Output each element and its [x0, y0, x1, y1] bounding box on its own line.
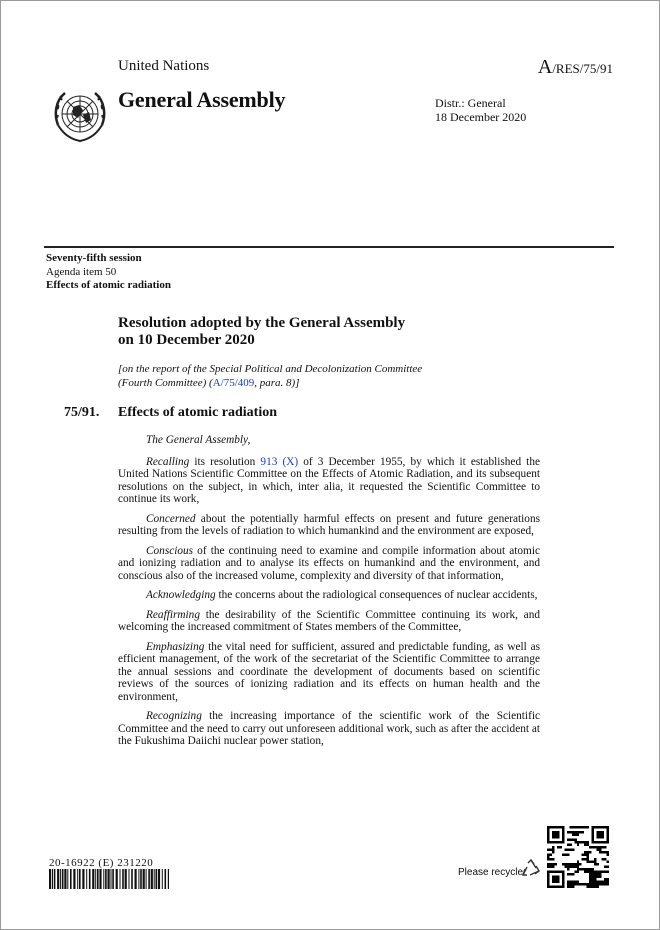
- qr-module: [602, 858, 604, 860]
- qr-module: [564, 866, 566, 868]
- qr-module: [577, 843, 579, 845]
- qr-module: [592, 886, 594, 888]
- qr-module: [574, 863, 576, 865]
- qr-module: [547, 863, 549, 865]
- qr-module: [572, 873, 574, 875]
- resolution-number: 75/91.: [64, 405, 100, 420]
- qr-module: [567, 838, 569, 840]
- qr-module: [547, 856, 549, 858]
- document-symbol: [538, 56, 613, 79]
- qr-module: [549, 866, 551, 868]
- barcode-bar: [57, 869, 59, 889]
- qr-module: [569, 881, 571, 883]
- barcode-bar: [99, 869, 101, 889]
- barcode-bar: [112, 869, 114, 889]
- paragraph-text: of the continuing need to examine and compile information about atomic and ionizing radiation and to analyse its effects on humankind and the environment, and conscious also of the increased volume, complexity and diversity of that information,: [118, 544, 540, 582]
- symbol-letter: A: [537, 56, 553, 78]
- qr-module: [587, 871, 589, 873]
- issue-date: 18 December 2020: [435, 110, 527, 124]
- qr-module: [567, 848, 569, 850]
- barcode-bar: [54, 869, 56, 889]
- qr-module: [567, 853, 569, 855]
- qr-module: [599, 848, 601, 850]
- barcode-bar: [143, 869, 145, 889]
- qr-module: [577, 883, 579, 885]
- qr-module: [592, 873, 594, 875]
- qr-module: [582, 853, 584, 855]
- qr-module: [597, 846, 599, 848]
- qr-module: [589, 876, 591, 878]
- barcode-bar: [70, 869, 72, 889]
- resolution-body: [118, 434, 540, 755]
- qr-module: [594, 863, 596, 865]
- qr-module: [572, 831, 574, 833]
- qr-module: [579, 831, 581, 833]
- un-emblem-icon: [49, 85, 111, 147]
- paragraph-text: the vital need for sufficient, assured and predictable funding, as well as efficient management, of the work of the secretariat of the Scientific Committee to arrange the annual sessions and coordinate the development of documents based on scientific reviews of the sources of ionizing radiation and its effects on human health and the environment,: [118, 640, 540, 703]
- qr-module: [549, 858, 551, 860]
- qr-module: [607, 866, 609, 868]
- qr-module: [594, 861, 596, 863]
- qr-module: [547, 853, 549, 855]
- barcode-bar: [64, 869, 66, 889]
- qr-module: [592, 876, 594, 878]
- barcode-bar: [105, 869, 107, 889]
- qr-module: [602, 871, 604, 873]
- paragraph-emphasizing: [118, 641, 540, 704]
- qr-module: [599, 883, 601, 885]
- paragraph-text: the increasing importance of the scientific work of the Scientific Committee and the need to carry out unforeseen additional work, such as after the accident at the Fukushima Daiichi nuclear power station,: [118, 710, 540, 747]
- qr-module: [597, 876, 599, 878]
- qr-module: [587, 853, 589, 855]
- barcode-bar: [62, 869, 64, 889]
- paragraph-text: the desirability of the Scientific Committee continuing its work, and welcoming the increased commitment of States members of the Committee,: [118, 608, 540, 633]
- qr-module: [569, 831, 571, 833]
- qr-module: [582, 883, 584, 885]
- qr-module: [569, 848, 571, 850]
- paragraph-reaffirming: [118, 609, 540, 634]
- resolution-title-line2: on 10 December 2020: [118, 332, 255, 348]
- qr-module: [559, 846, 561, 848]
- qr-module: [574, 833, 576, 835]
- lead-word: Acknowledging: [146, 589, 216, 601]
- barcode-bar: [120, 869, 121, 889]
- barcode-bar: [67, 869, 68, 889]
- qr-module: [594, 883, 596, 885]
- qr-module: [572, 886, 574, 888]
- qr-module: [594, 858, 596, 860]
- qr-module: [599, 881, 601, 883]
- lead-word: Recognizing: [146, 710, 202, 722]
- qr-module: [562, 863, 564, 865]
- qr-module: [574, 883, 576, 885]
- qr-module: [594, 886, 596, 888]
- header-rule: [44, 246, 614, 248]
- qr-module: [604, 871, 606, 873]
- qr-module: [577, 881, 579, 883]
- report-line1: [on the report of the Special Political and Decolonization Committee: [118, 363, 423, 375]
- qr-module: [549, 863, 551, 865]
- qr-module: [592, 883, 594, 885]
- qr-module: [584, 868, 586, 870]
- resolution-heading: Effects of atomic radiation: [118, 405, 278, 420]
- qr-module: [552, 831, 559, 838]
- resolution-link[interactable]: 913 (X): [260, 455, 299, 468]
- qr-module: [552, 866, 554, 868]
- barcode-bar: [60, 869, 61, 889]
- qr-module: [572, 866, 574, 868]
- qr-module: [599, 871, 601, 873]
- barcode-bar: [151, 869, 153, 889]
- qr-module: [589, 886, 591, 888]
- qr-module: [589, 851, 591, 853]
- document-job-number: 20-16922 (E) 231220: [49, 857, 154, 869]
- qr-module: [589, 878, 591, 880]
- barcode-bar: [86, 869, 87, 889]
- qr-module: [587, 858, 589, 860]
- qr-module: [592, 871, 594, 873]
- qr-module: [584, 843, 586, 845]
- barcode-bar: [116, 869, 118, 889]
- qr-module: [572, 826, 574, 828]
- qr-module: [587, 861, 589, 863]
- qr-module: [549, 853, 551, 855]
- qr-module: [597, 881, 599, 883]
- qr-module: [597, 848, 599, 850]
- barcode-bar: [73, 869, 75, 889]
- barcode-bar: [146, 869, 147, 889]
- qr-module: [599, 851, 601, 853]
- distribution-block: [435, 96, 526, 124]
- qr-module: [589, 861, 591, 863]
- qr-module: [584, 871, 586, 873]
- qr-module: [597, 886, 599, 888]
- lead-word: Recalling: [146, 455, 190, 468]
- qr-module: [564, 863, 566, 865]
- qr-module: [577, 841, 579, 843]
- qr-module: [567, 881, 569, 883]
- qr-module: [557, 846, 559, 848]
- resolution-title: [118, 315, 405, 349]
- qr-module: [574, 831, 576, 833]
- qr-module: [589, 873, 591, 875]
- qr-module: [552, 863, 554, 865]
- barcode-bar: [168, 869, 169, 889]
- qr-module: [577, 831, 579, 833]
- qr-module: [579, 883, 581, 885]
- symbol-number: /RES/75/91: [552, 61, 613, 76]
- qr-module: [554, 863, 556, 865]
- qr-module: [602, 881, 604, 883]
- qr-module: [607, 871, 609, 873]
- qr-module: [579, 841, 581, 843]
- qr-module: [569, 873, 571, 875]
- barcode-bar: [129, 869, 130, 889]
- qr-module: [597, 831, 604, 838]
- qr-module: [589, 883, 591, 885]
- qr-module: [604, 846, 606, 848]
- paragraph-text: the concerns about the radiological consequences of nuclear accidents,: [215, 589, 538, 601]
- qr-module: [552, 851, 554, 853]
- qr-module: [597, 883, 599, 885]
- qr-module: [577, 833, 579, 835]
- qr-module: [604, 881, 606, 883]
- barcode-bar: [165, 869, 167, 889]
- qr-module: [572, 838, 574, 840]
- distribution: Distr.: General: [435, 96, 506, 110]
- agenda-item: Agenda item 50: [46, 265, 117, 278]
- qr-module: [597, 871, 599, 873]
- qr-module: [592, 846, 594, 848]
- qr-module: [552, 848, 554, 850]
- qr-module: [582, 868, 584, 870]
- barcode-bar: [49, 869, 51, 889]
- qr-module: [587, 868, 589, 870]
- lead-word: Concerned: [146, 512, 196, 525]
- qr-module: [574, 838, 576, 840]
- qr-module: [547, 866, 549, 868]
- paragraph-conscious: [118, 545, 540, 583]
- qr-module: [587, 826, 589, 828]
- barcode-bar: [92, 869, 94, 889]
- barcode-icon: [49, 869, 169, 889]
- qr-module: [607, 878, 609, 880]
- report-line2: [118, 377, 422, 391]
- paragraph-acknowledging: [118, 589, 540, 602]
- qr-module: [579, 826, 581, 828]
- qr-module: [569, 866, 571, 868]
- qr-module: [584, 841, 586, 843]
- qr-module: [569, 826, 571, 828]
- body-name: General Assembly: [118, 87, 286, 112]
- qr-module: [597, 863, 599, 865]
- qr-module: [569, 863, 571, 865]
- barcode-bar: [89, 869, 91, 889]
- barcode-bar: [103, 869, 104, 889]
- qr-module: [577, 861, 579, 863]
- resolution-title-line1: Resolution adopted by the General Assembly: [118, 315, 406, 331]
- qr-module: [594, 876, 596, 878]
- qr-module: [567, 883, 569, 885]
- qr-module: [552, 858, 554, 860]
- barcode-bar: [82, 869, 84, 889]
- recycle-label: Please recycle: [458, 867, 524, 878]
- barcode-bar: [77, 869, 78, 889]
- qr-module: [572, 881, 574, 883]
- qr-module: [577, 863, 579, 865]
- qr-module: [604, 851, 606, 853]
- qr-module: [592, 878, 594, 880]
- qr-module: [572, 848, 574, 850]
- qr-module: [599, 873, 601, 875]
- report-line2-start: (Fourth Committee) (: [118, 376, 213, 389]
- qr-module: [574, 826, 576, 828]
- qr-module: [567, 863, 569, 865]
- org-name: United Nations: [118, 58, 210, 74]
- qr-module: [607, 861, 609, 863]
- barcode-bar: [125, 869, 127, 889]
- session-name: Seventy-fifth session: [46, 252, 142, 264]
- qr-module: [552, 876, 559, 883]
- qr-module: [594, 871, 596, 873]
- opening-text: The General Assembly,: [146, 434, 251, 446]
- qr-module: [569, 886, 571, 888]
- qr-module: [574, 866, 576, 868]
- qr-module: [604, 883, 606, 885]
- qr-module: [569, 883, 571, 885]
- qr-module: [587, 843, 589, 845]
- qr-module: [547, 848, 549, 850]
- qr-module: [594, 873, 596, 875]
- qr-module: [572, 833, 574, 835]
- barcode-bar: [111, 869, 112, 889]
- lead-word: Reaffirming: [146, 608, 200, 621]
- barcode-bar: [148, 869, 150, 889]
- qr-module: [587, 856, 589, 858]
- qr-module: [604, 866, 606, 868]
- qr-module: [567, 868, 569, 870]
- barcode-bar: [162, 869, 163, 889]
- qr-module: [607, 881, 609, 883]
- qr-module: [599, 846, 601, 848]
- barcode-bar: [135, 869, 137, 889]
- qr-module: [587, 886, 589, 888]
- qr-module: [592, 861, 594, 863]
- barcode-bar: [79, 869, 81, 889]
- report-reference: [118, 363, 422, 390]
- qr-module: [574, 881, 576, 883]
- qr-module: [549, 848, 551, 850]
- qr-module: [582, 826, 584, 828]
- qr-module: [569, 843, 571, 845]
- qr-module: [564, 853, 566, 855]
- qr-module: [572, 883, 574, 885]
- qr-module: [567, 831, 569, 833]
- qr-module: [577, 868, 579, 870]
- qr-module: [599, 876, 601, 878]
- qr-module: [604, 878, 606, 880]
- qr-module: [572, 863, 574, 865]
- lead-word: Conscious: [146, 544, 194, 557]
- recycle-icon: [520, 858, 542, 880]
- qr-module: [584, 826, 586, 828]
- paragraph-recalling: [118, 456, 540, 506]
- lead-word: Emphasizing: [146, 640, 205, 653]
- qr-module: [567, 873, 569, 875]
- qr-module: [607, 853, 609, 855]
- qr-module: [597, 873, 599, 875]
- barcode-bar: [97, 869, 99, 889]
- paragraph-concerned: [118, 513, 540, 538]
- qr-module: [567, 843, 569, 845]
- barcode-bar: [140, 869, 142, 889]
- qr-module: [589, 868, 591, 870]
- qr-module: [584, 853, 586, 855]
- qr-module: [602, 883, 604, 885]
- qr-module: [582, 831, 584, 833]
- barcode-bar: [122, 869, 124, 889]
- qr-module: [602, 851, 604, 853]
- paragraph-recognizing: [118, 710, 540, 748]
- barcode-bar: [154, 869, 155, 889]
- qr-module: [567, 866, 569, 868]
- session-block: [46, 252, 171, 293]
- qr-module: [579, 863, 581, 865]
- qr-module: [552, 846, 554, 848]
- paragraph-text: its resolution: [189, 455, 261, 468]
- qr-module: [589, 846, 591, 848]
- qr-module: [594, 878, 596, 880]
- qr-module: [594, 846, 596, 848]
- barcode-bar: [108, 869, 110, 889]
- qr-module: [587, 883, 589, 885]
- report-line2-end: , para. 8)]: [254, 376, 300, 389]
- qr-module: [562, 853, 564, 855]
- qr-module: [584, 858, 586, 860]
- qr-module: [587, 841, 589, 843]
- qr-module: [607, 883, 609, 885]
- qr-module: [607, 851, 609, 853]
- qr-module: [589, 871, 591, 873]
- qr-code-icon: [547, 826, 609, 888]
- barcode-bar: [52, 869, 53, 889]
- qr-module: [602, 846, 604, 848]
- qr-module: [567, 886, 569, 888]
- qr-module: [574, 841, 576, 843]
- qr-module: [604, 858, 606, 860]
- qr-module: [592, 881, 594, 883]
- barcode-bar: [131, 869, 133, 889]
- barcode-bar: [95, 869, 96, 889]
- barcode-bar: [138, 869, 139, 889]
- qr-module: [584, 851, 586, 853]
- qr-module: [594, 881, 596, 883]
- qr-module: [577, 866, 579, 868]
- qr-module: [592, 868, 594, 870]
- qr-module: [582, 841, 584, 843]
- qr-module: [564, 848, 566, 850]
- qr-module: [547, 858, 549, 860]
- report-link[interactable]: A/75/409: [212, 376, 255, 389]
- qr-module: [579, 868, 581, 870]
- paragraph-opening: [118, 434, 540, 447]
- qr-module: [582, 858, 584, 860]
- barcode-bar: [156, 869, 158, 889]
- barcode-bar: [158, 869, 160, 889]
- agenda-topic: Effects of atomic radiation: [46, 279, 171, 291]
- qr-module: [574, 871, 576, 873]
- paragraph-text: of 3 December 1955, by which it established the United Nations Scientific Committee on the Effects of Atomic Radiation, and its subsequent resolutions on the subject, in which, inter alia, it requested the Scientific Committee to continue its work,: [118, 455, 540, 505]
- qr-module: [577, 826, 579, 828]
- paragraph-text: about the potentially harmful effects on present and future generations resulting from the levels of radiation to which humankind and the environment are exposed,: [118, 512, 540, 537]
- qr-module: [589, 881, 591, 883]
- qr-module: [584, 883, 586, 885]
- qr-module: [569, 838, 571, 840]
- qr-module: [577, 871, 579, 873]
- qr-module: [587, 851, 589, 853]
